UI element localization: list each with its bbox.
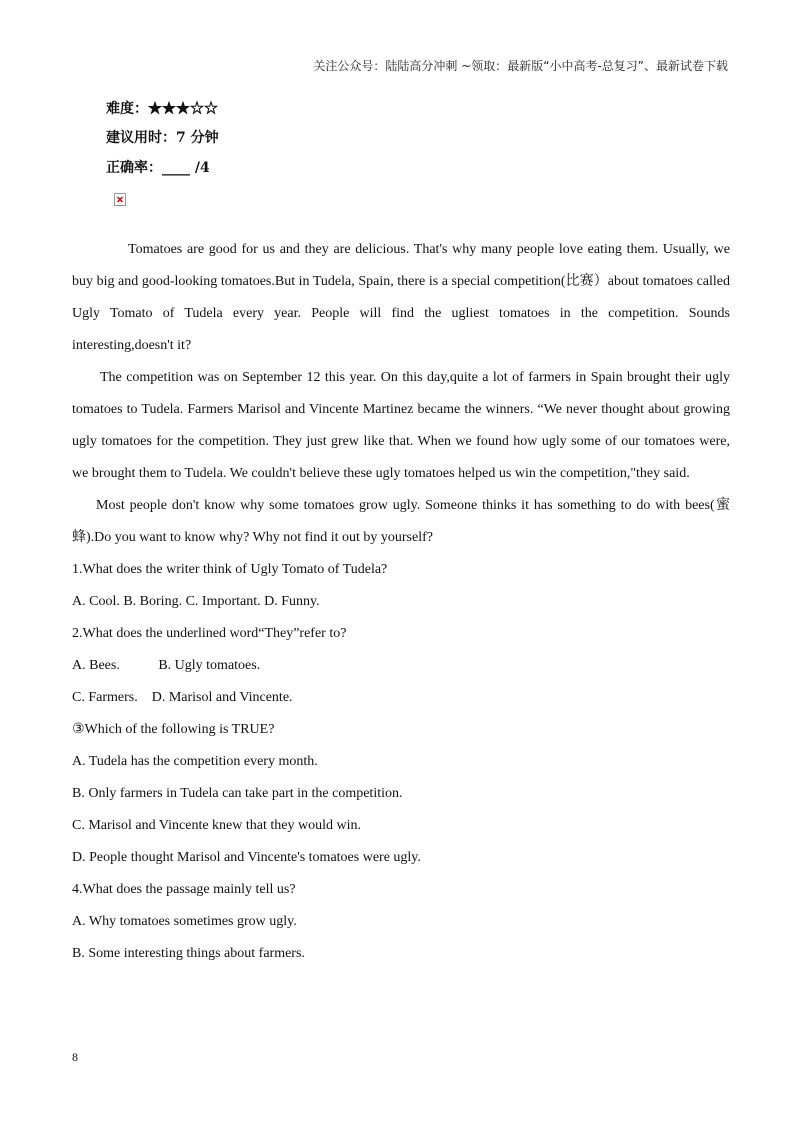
question-2-options-cd: C. Farmers. D. Marisol and Vincente. [72, 690, 293, 705]
question-3-option-d: D. People thought Marisol and Vincente's tomatoes were ugly. [72, 850, 421, 865]
question-3-option-c: C. Marisol and Vincente knew that they would win. [72, 818, 361, 833]
question-list [72, 554, 730, 970]
passage-paragraph-1: Tomatoes are good for us and they are delicious. That's why many people love eating them. Usually, we buy big and good-looking tomatoes.But in Tudela, Spain, there is a special competition(比赛）about tomatoes called Ugly Tomato of Tudela every year. People will find the ugliest tomatoes in the competition. Sounds interesting,doesn't it? [72, 242, 730, 353]
suggested-time-label: 建议用时：7 分钟 [106, 130, 219, 146]
passage-paragraph-3: Most people don't know why some tomatoes grow ugly. Someone thinks it has something to do with bees(蜜蜂).Do you want to know why? Why not find it out by yourself? [72, 498, 730, 545]
accuracy-label: 正确率：____ /4 [106, 160, 210, 176]
question-3-option-a: A. Tudela has the competition every month. [72, 754, 318, 769]
question-4-option-a: A. Why tomatoes sometimes grow ugly. [72, 914, 297, 929]
question-3-option-b: B. Only farmers in Tudela can take part in the competition. [72, 786, 403, 801]
question-3: ③Which of the following is TRUE? [72, 722, 275, 737]
question-2: 2.What does the underlined word“They”refer to? [72, 626, 347, 641]
question-2-options-ab: A. Bees. B. Ugly tomatoes. [72, 658, 261, 673]
page-number: 8 [72, 1050, 78, 1064]
question-4: 4.What does the passage mainly tell us? [72, 882, 296, 897]
question-1: 1.What does the writer think of Ugly Tomato of Tudela? [72, 562, 388, 577]
question-4-option-b: B. Some interesting things about farmers. [72, 946, 305, 961]
broken-image-icon [114, 193, 126, 206]
passage-paragraph-2: The competition was on September 12 this year. On this day,quite a lot of farmers in Spain brought their ugly tomatoes to Tudela. Farmers Marisol and Vincente Martinez became the winners. “We never thought about growing ugly tomatoes for the competition. They just grew like that. When we found how ugly some of our tomatoes were, we brought them to Tudela. We couldn't believe these ugly tomatoes helped us win the competition,"they said. [72, 370, 730, 481]
difficulty-label: 难度：★★★☆☆ [106, 101, 218, 117]
question-1-options: A. Cool. B. Boring. C. Important. D. Funny. [72, 594, 320, 609]
main-content [72, 234, 730, 970]
page-header: 关注公众号：陆陆高分冲刺 ~领取：最新版“小中高考-总复习”、最新试卷下载 [313, 59, 728, 73]
